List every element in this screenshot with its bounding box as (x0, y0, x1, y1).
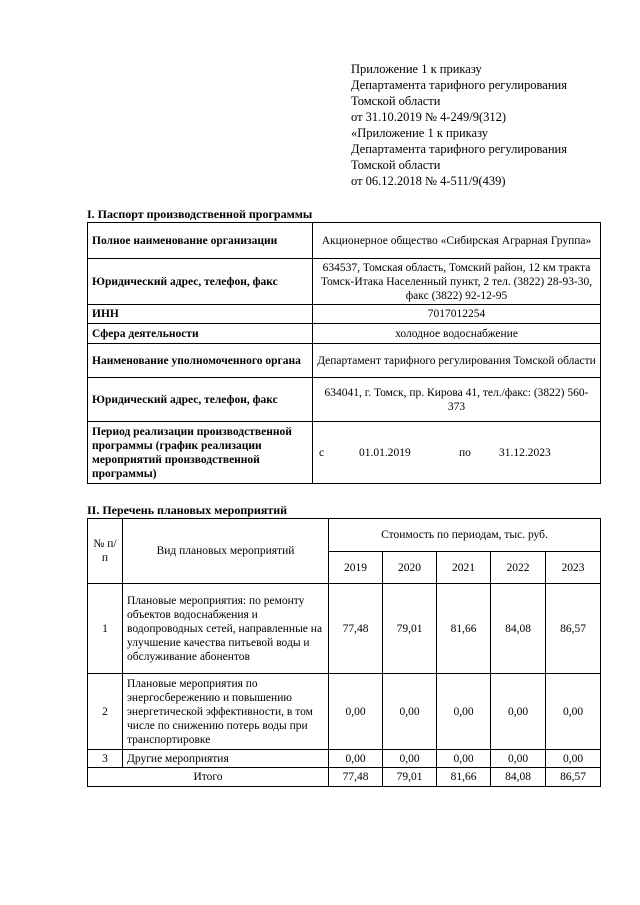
row-num: 1 (88, 584, 123, 674)
total-value: 81,66 (437, 768, 491, 787)
header-year: 2022 (491, 552, 546, 584)
row-value: 7017012254 (313, 305, 601, 324)
row-label: Юридический адрес, телефон, факс (88, 259, 313, 305)
row-value: Департамент тарифного регулирования Томской области (313, 344, 601, 378)
row-value: 0,00 (437, 674, 491, 750)
header-cost: Стоимость по периодам, тыс. руб. (329, 519, 601, 552)
row-value: 0,00 (491, 674, 546, 750)
header-year: 2019 (329, 552, 383, 584)
row-value: 81,66 (437, 584, 491, 674)
header-year: 2023 (546, 552, 601, 584)
row-num: 2 (88, 674, 123, 750)
total-label: Итого (88, 768, 329, 787)
row-label: Сфера деятельности (88, 324, 313, 344)
row-value: холодное водоснабжение (313, 324, 601, 344)
table-row (88, 378, 601, 422)
table-row (88, 223, 601, 259)
measures-table (87, 518, 601, 787)
appendix-header (351, 61, 621, 189)
table-row (88, 584, 601, 674)
row-num: 3 (88, 750, 123, 768)
table-row (88, 674, 601, 750)
row-name: Плановые мероприятия по энергосбережению и повышению энергетической эффективности, в том числе по снижению потерь воды при транспортировке (123, 674, 329, 750)
header-year: 2021 (437, 552, 491, 584)
row-value: 0,00 (546, 750, 601, 768)
table-row (88, 750, 601, 768)
row-value: 0,00 (437, 750, 491, 768)
appendix-line: от 06.12.2018 № 4-511/9(439) (351, 174, 506, 188)
row-name: Плановые мероприятия: по ремонту объектов водоснабжения и водопроводных сетей, направленные на улучшение качества питьевой воды и обслуживание абонентов (123, 584, 329, 674)
row-label: Наименование уполномоченного органа (88, 344, 313, 378)
row-label: Полное наименование организации (88, 223, 313, 259)
table-row (88, 344, 601, 378)
table-row (88, 324, 601, 344)
row-value: 0,00 (329, 674, 383, 750)
period-from: 01.01.2019 (359, 446, 411, 459)
total-value: 84,08 (491, 768, 546, 787)
period-label: Период реализации производственной программы (график реализации мероприятий производственной программы) (88, 422, 313, 484)
section1-title: I. Паспорт производственной программы (87, 207, 313, 221)
row-value: 86,57 (546, 584, 601, 674)
section2-title: II. Перечень плановых мероприятий (87, 503, 288, 517)
row-label: Юридический адрес, телефон, факс (88, 378, 313, 422)
row-name: Другие мероприятия (123, 750, 329, 768)
header-year: 2020 (383, 552, 437, 584)
row-value: 84,08 (491, 584, 546, 674)
row-value: 77,48 (329, 584, 383, 674)
row-value: Акционерное общество «Сибирская Аграрная Группа» (313, 223, 601, 259)
row-value: 79,01 (383, 584, 437, 674)
passport-table (87, 222, 601, 484)
table-row (88, 305, 601, 324)
appendix-line: Томской области (351, 94, 441, 108)
total-value: 86,57 (546, 768, 601, 787)
total-row (88, 768, 601, 787)
row-value: 0,00 (383, 750, 437, 768)
table-row (88, 259, 601, 305)
table-row (88, 422, 601, 484)
row-value: 0,00 (383, 674, 437, 750)
period-to: 31.12.2023 (499, 446, 551, 459)
row-value: 0,00 (546, 674, 601, 750)
period-to-word: по (459, 446, 471, 459)
period-value (313, 422, 601, 484)
appendix-line: «Приложение 1 к приказу (351, 126, 489, 140)
row-value: 0,00 (491, 750, 546, 768)
total-value: 77,48 (329, 768, 383, 787)
row-label: ИНН (88, 305, 313, 324)
appendix-line: Томской области (351, 158, 441, 172)
appendix-line: от 31.10.2019 № 4-249/9(312) (351, 110, 507, 124)
appendix-line: Департамента тарифного регулирования (351, 142, 567, 156)
header-row (88, 519, 601, 552)
row-value: 0,00 (329, 750, 383, 768)
appendix-line: Приложение 1 к приказу (351, 62, 482, 76)
row-value: 634537, Томская область, Томский район, 12 км тракта Томск-Итака Населенный пункт, 2 тел. (3822) 28-93-30, факс (3822) 92-12-95 (313, 259, 601, 305)
appendix-line: Департамента тарифного регулирования (351, 78, 567, 92)
total-value: 79,01 (383, 768, 437, 787)
period-from-word: с (319, 446, 325, 459)
header-num: № п/п (88, 519, 123, 584)
row-value: 634041, г. Томск, пр. Кирова 41, тел./факс: (3822) 560-373 (313, 378, 601, 422)
header-name: Вид плановых мероприятий (123, 519, 329, 584)
